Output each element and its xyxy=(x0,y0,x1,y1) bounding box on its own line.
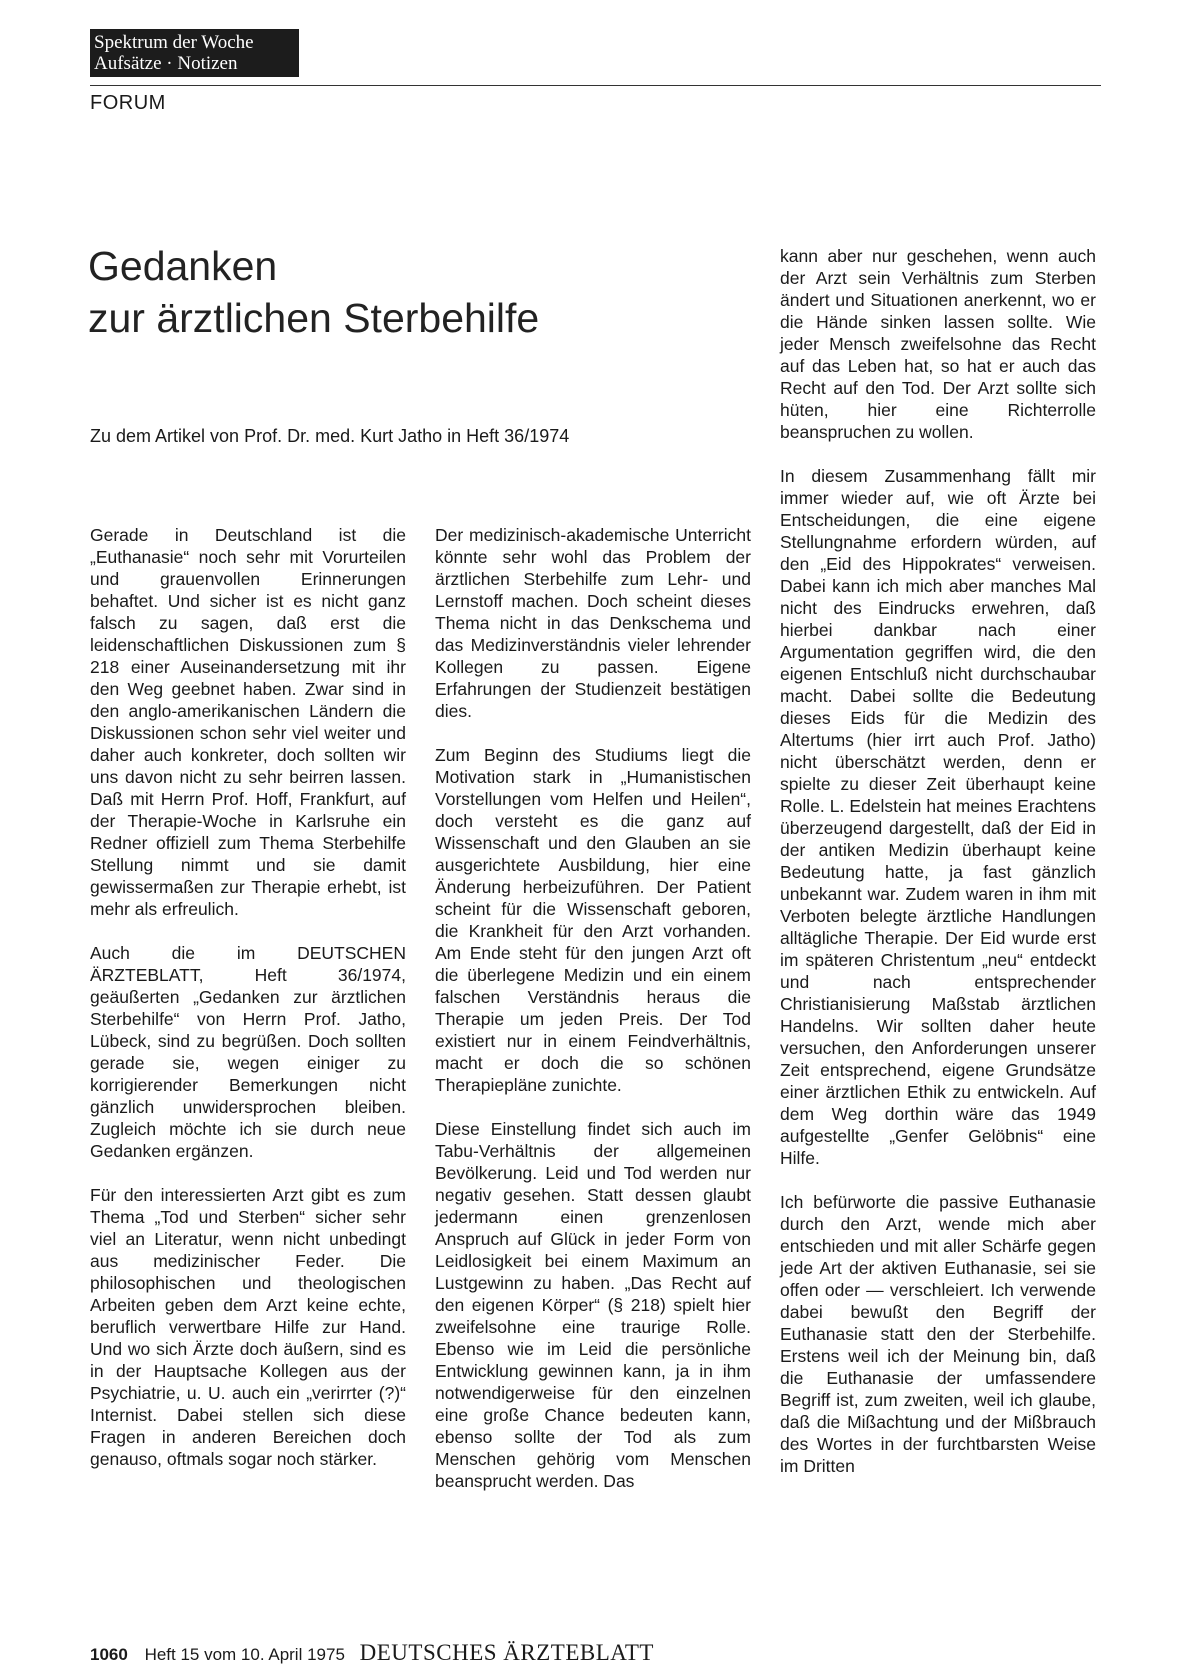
paragraph: In diesem Zusammenhang fällt mir immer wieder auf, wie oft Ärzte bei Entscheidungen, die eine eigene Stellungnahme erfordern würden, auf den „Eid des Hippokrates“ verweisen. Dabei kann ich mich aber manches Mal nicht des Eindrucks erwehren, daß hierbei dankbar nach einer Argumentation gegriffen wird, die den eigenen Entschluß nicht durchschaubar macht. Dabei sollte die Bedeutung dieses Eids für die Medizin des Altertums (hier irrt auch Prof. Jatho) nicht überschätzt werden, denn er spielte zu dieser Zeit überhaupt keine Rolle. L. Edelstein hat meines Erachtens überzeugend dargestellt, daß der Eid in der antiken Medizin überhaupt keine Bedeutung hatte, ja fast gänzlich unbekannt war. Zudem waren in ihm mit Verboten belegte ärztliche Handlungen alltägliche Therapie. Der Eid wurde erst im späteren Christentum „neu“ entdeckt und nach entsprechender Christianisierung Maßstab ärztlichen Handelns. Wir sollten daher heute versuchen, den Anforderungen unserer Zeit entsprechend, eigene Grundsätze einer ärztlichen Ethik zu entwickeln. Auf dem Weg dorthin wäre das 1949 aufgestellte „Genfer Gelöbnis“ eine Hilfe. xyxy=(780,466,1096,1168)
text-column-3 xyxy=(780,245,1096,1477)
text-column-1 xyxy=(90,524,406,1470)
paragraph: Zum Beginn des Studiums liegt die Motivation stark in „Humanistischen Vorstellungen vom Helfen und Heilen“, doch versteht es die ganz auf Wissenschaft und den Glauben an sie ausgerichtete Ausbildung, hier eine Änderung herbeizuführen. Der Patient scheint für die Wissenschaft geboren, die Krankheit für den Arzt vorhanden. Am Ende steht für den jungen Arzt oft die überlegene Medizin und ein einem falschen Verständnis heraus die Therapie um jeden Preis. Der Tod existiert nur in einem Feindverhältnis, macht er doch die so schönen Therapiepläne zunichte. xyxy=(435,745,751,1095)
issue-info: Heft 15 vom 10. April 1975 xyxy=(144,1645,345,1664)
header-rule xyxy=(90,85,1101,86)
article-subtitle: Zu dem Artikel von Prof. Dr. med. Kurt Jatho in Heft 36/1974 xyxy=(90,426,570,446)
paragraph: Auch die im DEUTSCHEN ÄRZTEBLATT, Heft 36/1974, geäußerten „Gedanken zur ärztlichen Sterbehilfe“ von Herrn Prof. Jatho, Lübeck, sind zu begrüßen. Doch sollten gerade sie, wegen einiger zu korrigierender Bemerkungen nicht gänzlich unwidersprochen bleiben. Zugleich möchte ich sie durch neue Gedanken ergänzen. xyxy=(90,943,406,1161)
section-badge xyxy=(90,29,299,77)
paragraph: Gerade in Deutschland ist die „Euthanasie“ noch sehr mit Vorurteilen und grauenvollen Erinnerungen behaftet. Und sicher ist es nicht ganz falsch zu sagen, daß erst die leidenschaftlichen Diskussionen zum § 218 einer Auseinandersetzung mit ihr den Weg geebnet haben. Zwar sind in den anglo-amerikanischen Ländern die Diskussionen schon sehr viel weiter und daher auch konkreter, doch sollten wir uns davon nicht zu sehr beirren lassen. Daß mit Herrn Prof. Hoff, Frankfurt, auf der Therapie-Woche in Karlsruhe ein Redner offiziell zum Thema Sterbehilfe Stellung nimmt und sie damit gewissermaßen zur Therapie erhebt, ist mehr als erfreulich. xyxy=(90,525,406,919)
journal-name: DEUTSCHES ÄRZTEBLATT xyxy=(359,1640,654,1665)
paragraph: Für den interessierten Arzt gibt es zum Thema „Tod und Sterben“ sicher sehr viel an Literatur, wenn nicht unbedingt aus medizinischer Feder. Die philosophischen und theologischen Arbeiten geben dem Arzt keine echte, beruflich verwertbare Hilfe zur Hand. Und wo sich Ärzte doch äußern, sind es in der Hauptsache Kollegen aus der Psychiatrie, u. U. auch ein „verirrter (?)“ Internist. Dabei stellen sich diese Fragen in anderen Bereichen doch genauso, oftmals sogar noch stärker. xyxy=(90,1185,406,1469)
section-label: FORUM xyxy=(90,92,166,114)
title-line-1: Gedanken xyxy=(88,243,278,289)
badge-line-1: Spektrum der Woche xyxy=(94,32,254,53)
article-title xyxy=(88,240,539,344)
paragraph: Der medizinisch-akademische Unterricht könnte sehr wohl das Problem der ärztlichen Sterbehilfe zum Lehr- und Lernstoff machen. Doch scheint dieses Thema nicht in das Denkschema und das Medizinverständnis vieler lehrender Kollegen zu passen. Eigene Erfahrungen der Studienzeit bestätigen dies. xyxy=(435,525,751,721)
paragraph: Ich befürworte die passive Euthanasie durch den Arzt, wende mich aber entschieden und mit aller Schärfe gegen jede Art der aktiven Euthanasie, sei sie offen oder — verschleiert. Ich verwende dabei bewußt den Begriff der Euthanasie statt den der Sterbehilfe. Erstens weil ich der Meinung bin, daß die Euthanasie der umfassendere Begriff ist, zum zweiten, weil ich glaube, daß die Mißachtung und der Mißbrauch des Wortes in der furchtbarsten Weise im Dritten xyxy=(780,1192,1096,1476)
page-footer xyxy=(90,1640,654,1666)
paragraph: Diese Einstellung findet sich auch im Tabu-Verhältnis der allgemeinen Bevölkerung. Leid und Tod werden nur negativ gesehen. Statt dessen glaubt jedermann einen grenzenlosen Anspruch auf Glück in jeder Form von Leidlosigkeit bei einem Maximum an Lustgewinn zu haben. „Das Recht auf den eigenen Körper“ (§ 218) spielt hier zweifelsohne eine traurige Rolle. Ebenso wie im Leid die persönliche Entwicklung gewinnen kann, ja in ihm notwendigerweise für den einzelnen eine große Chance bedeuten kann, ebenso sollte der Tod als zum Menschen gehörig vom Menschen beansprucht werden. Das xyxy=(435,1119,751,1491)
page-number: 1060 xyxy=(90,1645,128,1664)
title-line-2: zur ärztlichen Sterbehilfe xyxy=(88,295,540,341)
badge-line-2: Aufsätze · Notizen xyxy=(94,53,238,74)
paragraph: kann aber nur geschehen, wenn auch der Arzt sein Verhältnis zum Sterben ändert und Situationen anerkennt, wo er die Hände sinken lassen sollte. Wie jeder Mensch zweifelsohne das Recht auf das Leben hat, so hat er auch das Recht auf den Tod. Der Arzt sollte sich hüten, hier eine Richterrolle beanspruchen zu wollen. xyxy=(780,246,1096,442)
text-column-2 xyxy=(435,524,751,1492)
